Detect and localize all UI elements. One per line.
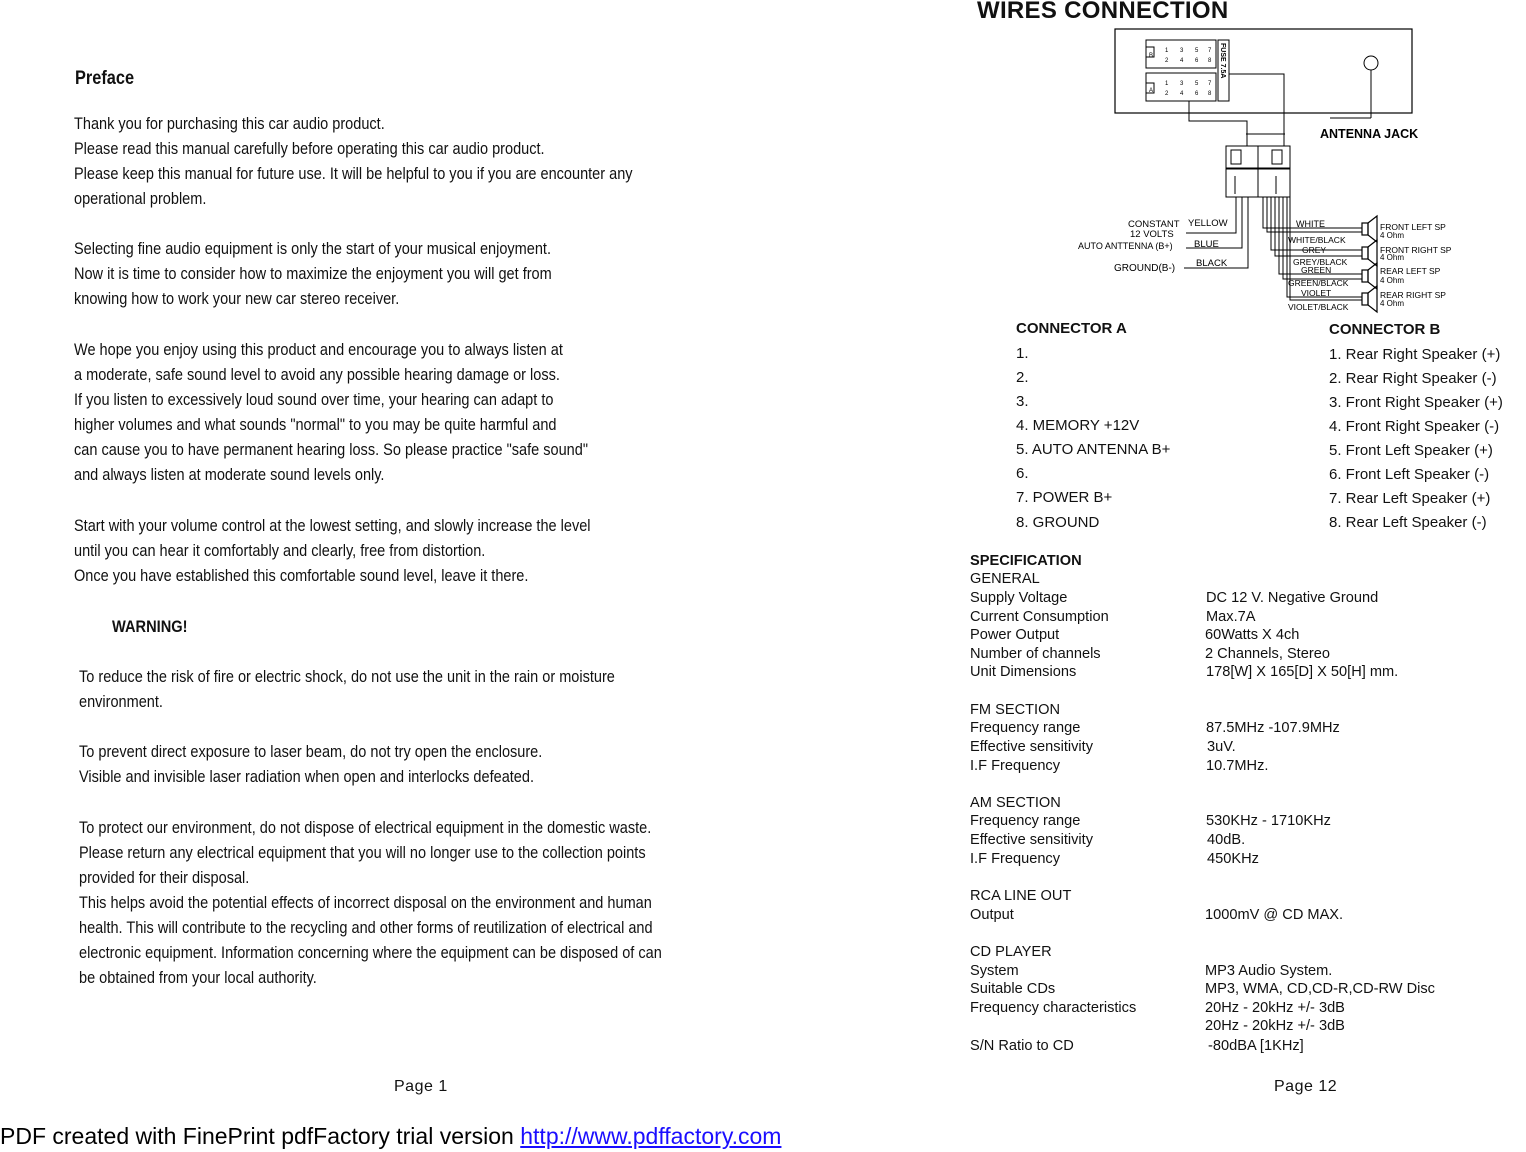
- pin-label: 5: [1195, 81, 1199, 87]
- list-item: 5. AUTO ANTENNA B+: [1016, 441, 1171, 458]
- wire-label: GREY: [1302, 245, 1327, 255]
- spec-key: Output: [970, 907, 1014, 923]
- pin-label: 1: [1165, 48, 1169, 54]
- list-item: 3.: [1016, 393, 1029, 410]
- spec-section-rca: RCA LINE OUT: [970, 888, 1072, 904]
- wire-label: WHITE: [1296, 219, 1325, 229]
- warning-title: WARNING!: [112, 617, 188, 636]
- text-line: Now it is time to consider how to maximize the enjoyment you will get from: [74, 265, 552, 283]
- text-line: Once you have established this comfortable sound level, leave it there.: [74, 567, 529, 585]
- list-item: 8. GROUND: [1016, 514, 1100, 531]
- text-line: provided for their disposal.: [79, 869, 250, 887]
- spec-key: Power Output: [970, 627, 1060, 643]
- wire-label: GREY/BLACK: [1293, 257, 1348, 267]
- spec-key: S/N Ratio to CD: [970, 1038, 1074, 1054]
- spec-value: 1000mV @ CD MAX.: [1205, 907, 1344, 923]
- spec-key: I.F Frequency: [970, 851, 1061, 867]
- speaker-ohm: 4 Ohm: [1380, 231, 1405, 240]
- spec-value: 87.5MHz -107.9MHz: [1206, 720, 1340, 736]
- spec-value: 178[W] X 165[D] X 50[H] mm.: [1206, 664, 1399, 680]
- spec-value: 530KHz - 1710KHz: [1206, 813, 1331, 829]
- list-item: 2. Rear Right Speaker (-): [1329, 370, 1497, 387]
- speaker-icon: [1362, 216, 1377, 242]
- text-line: To reduce the risk of fire or electric shock, do not use the unit in the rain or moisture: [79, 668, 615, 686]
- preface-title: Preface: [75, 68, 135, 89]
- text-line: Please read this manual carefully before operating this car audio product.: [74, 140, 545, 158]
- list-item: 6. Front Left Speaker (-): [1329, 466, 1490, 483]
- text-line: If you listen to excessively loud sound over time, your hearing can adapt to: [74, 391, 554, 409]
- spec-section-cd: CD PLAYER: [970, 944, 1052, 960]
- pin-label: 7: [1208, 48, 1212, 54]
- list-item: 5. Front Left Speaker (+): [1329, 442, 1493, 459]
- spec-value: MP3 Audio System.: [1205, 963, 1333, 979]
- text-line: To protect our environment, do not dispose of electrical equipment in the domestic waste.: [79, 819, 652, 837]
- speaker-icon: [1362, 263, 1377, 289]
- list-item: 7. Rear Left Speaker (+): [1329, 490, 1491, 507]
- list-item: 7. POWER B+: [1016, 489, 1113, 506]
- list-item: 1.: [1016, 345, 1029, 362]
- spec-key: Number of channels: [970, 646, 1101, 662]
- spec-value: -80dBA [1KHz]: [1208, 1038, 1304, 1054]
- pin-label: 6: [1195, 91, 1199, 97]
- spec-key: Suitable CDs: [970, 981, 1056, 997]
- text-line: can cause you to have permanent hearing loss. So please practice "safe sound": [74, 441, 588, 459]
- list-item: 3. Front Right Speaker (+): [1329, 394, 1503, 411]
- spec-section-general: GENERAL: [970, 571, 1040, 587]
- pin-label: 4: [1180, 58, 1184, 64]
- spec-value: MP3, WMA, CD,CD-R,CD-RW Disc: [1205, 981, 1435, 997]
- constant-label: CONSTANT: [1128, 219, 1180, 230]
- speaker-ohm: 4 Ohm: [1380, 276, 1405, 285]
- twelve-volts-label: 12 VOLTS: [1130, 229, 1174, 240]
- speaker-icon: [1362, 240, 1377, 266]
- text-line: Please keep this manual for future use. It will be helpful to you if you are encounter any: [74, 165, 633, 183]
- text-line: until you can hear it comfortably and clearly, free from distortion.: [74, 542, 486, 560]
- list-item: 2.: [1016, 369, 1029, 386]
- speaker-label: REAR RIGHT SP: [1380, 290, 1446, 300]
- head-unit-panel: [1115, 29, 1412, 113]
- page-number-left: Page 1: [394, 1078, 448, 1095]
- pin-label: 3: [1180, 48, 1184, 54]
- text-line: health. This will contribute to the recycling and other forms of reutilization of electrical and: [79, 919, 653, 937]
- text-line: Selecting fine audio equipment is only the start of your musical enjoyment.: [74, 240, 552, 258]
- speaker-label: FRONT LEFT SP: [1380, 222, 1446, 232]
- spec-key: Frequency range: [970, 720, 1081, 736]
- pdffactory-link[interactable]: http://www.pdffactory.com: [520, 1123, 782, 1149]
- text-line: Thank you for purchasing this car audio product.: [74, 115, 385, 133]
- spec-value: 450KHz: [1207, 851, 1259, 867]
- wire-label: WHITE/BLACK: [1288, 235, 1346, 245]
- speaker-label: REAR LEFT SP: [1380, 266, 1441, 276]
- speaker-ohm: 4 Ohm: [1380, 253, 1405, 262]
- speaker-label: FRONT RIGHT SP: [1380, 245, 1452, 255]
- text-line: electronic equipment. Information concerning where the equipment can be disposed of can: [79, 944, 662, 962]
- spec-section-am: AM SECTION: [970, 795, 1061, 811]
- wire-label: GREEN/BLACK: [1288, 278, 1349, 288]
- text-line: knowing how to work your new car stereo receiver.: [74, 290, 400, 308]
- ground-label: GROUND(B-): [1114, 263, 1176, 274]
- connector-a-tag: A: [1149, 88, 1154, 94]
- connector-a-title: CONNECTOR A: [1016, 320, 1127, 337]
- wiring-diagram: [1076, 25, 1516, 325]
- spec-title: SPECIFICATION: [970, 553, 1082, 569]
- connector-b-tag: B: [1149, 53, 1154, 59]
- list-item: 8. Rear Left Speaker (-): [1329, 514, 1487, 531]
- spec-section-fm: FM SECTION: [970, 702, 1060, 718]
- spec-key: Current Consumption: [970, 609, 1109, 625]
- text-line: operational problem.: [74, 190, 207, 208]
- text-line: Start with your volume control at the lowest setting, and slowly increase the level: [74, 517, 591, 535]
- pin-label: 8: [1208, 58, 1212, 64]
- pin-label: 4: [1180, 91, 1184, 97]
- spec-value: 20Hz - 20kHz +/- 3dB: [1205, 1018, 1345, 1034]
- wire-label-blue: BLUE: [1194, 239, 1219, 250]
- spec-value: 10.7MHz.: [1206, 758, 1269, 774]
- spec-value: Max.7A: [1206, 609, 1256, 625]
- footer-text: PDF created with FinePrint pdfFactory trial version: [0, 1123, 521, 1149]
- text-line: a moderate, safe sound level to avoid any possible hearing damage or loss.: [74, 366, 560, 384]
- pin-label: 8: [1208, 91, 1212, 97]
- pin-label: 5: [1195, 48, 1199, 54]
- text-line: be obtained from your local authority.: [79, 969, 317, 987]
- wire-label: VIOLET: [1301, 288, 1332, 298]
- spec-key: Effective sensitivity: [970, 832, 1094, 848]
- page-number-right: Page 12: [1274, 1078, 1338, 1095]
- auto-antenna-label: AUTO ANTTENNA (B+): [1078, 241, 1173, 251]
- text-line: We hope you enjoy using this product and encourage you to always listen at: [74, 341, 563, 359]
- wire-label-black: BLACK: [1196, 258, 1228, 269]
- text-line: To prevent direct exposure to laser beam, do not try open the enclosure.: [79, 743, 543, 761]
- pin-label: 2: [1165, 58, 1169, 64]
- wire-label-yellow: YELLOW: [1188, 218, 1228, 229]
- text-line: This helps avoid the potential effects of incorrect disposal on the environment and human: [79, 894, 652, 912]
- text-line: Visible and invisible laser radiation when open and interlocks defeated.: [79, 768, 534, 786]
- text-line: environment.: [79, 693, 163, 711]
- spec-value: 60Watts X 4ch: [1205, 627, 1300, 643]
- speaker-ohm: 4 Ohm: [1380, 299, 1405, 308]
- spec-key: System: [970, 963, 1019, 979]
- spec-value: 40dB.: [1207, 832, 1246, 848]
- connector-b-title: CONNECTOR B: [1329, 321, 1441, 338]
- pin-label: 3: [1180, 81, 1184, 87]
- wire-label: GREEN: [1301, 265, 1332, 275]
- text-line: higher volumes and what sounds "normal" to you may be quite harmful and: [74, 416, 557, 434]
- spec-key: Effective sensitivity: [970, 739, 1094, 755]
- spec-value: 20Hz - 20kHz +/- 3dB: [1205, 1000, 1345, 1016]
- list-item: 1. Rear Right Speaker (+): [1329, 346, 1501, 363]
- text-line: and always listen at moderate sound levels only.: [74, 466, 385, 484]
- wire-label: VIOLET/BLACK: [1288, 302, 1349, 312]
- spec-value: 3uV.: [1207, 739, 1236, 755]
- pin-label: 2: [1165, 91, 1169, 97]
- text-line: Please return any electrical equipment that you will no longer use to the collection points: [79, 844, 646, 862]
- pin-label: 1: [1165, 81, 1169, 87]
- spec-key: I.F Frequency: [970, 758, 1061, 774]
- spec-key: Frequency characteristics: [970, 1000, 1137, 1016]
- wires-connection-title: WIRES CONNECTION: [977, 0, 1229, 24]
- pin-label: 7: [1208, 81, 1212, 87]
- spec-key: Frequency range: [970, 813, 1081, 829]
- spec-value: 2 Channels, Stereo: [1205, 646, 1330, 662]
- speaker-icon: [1362, 286, 1377, 312]
- spec-key: Unit Dimensions: [970, 664, 1077, 680]
- pdf-factory-note: [0, 1123, 781, 1150]
- spec-value: DC 12 V. Negative Ground: [1206, 590, 1379, 606]
- antenna-jack-label: ANTENNA JACK: [1320, 127, 1419, 141]
- list-item: 4. Front Right Speaker (-): [1329, 418, 1500, 435]
- list-item: 4. MEMORY +12V: [1016, 417, 1140, 434]
- list-item: 6.: [1016, 465, 1029, 482]
- fuse-label: FUSE 7.5A: [1219, 43, 1226, 79]
- spec-key: Supply Voltage: [970, 590, 1068, 606]
- pin-label: 6: [1195, 58, 1199, 64]
